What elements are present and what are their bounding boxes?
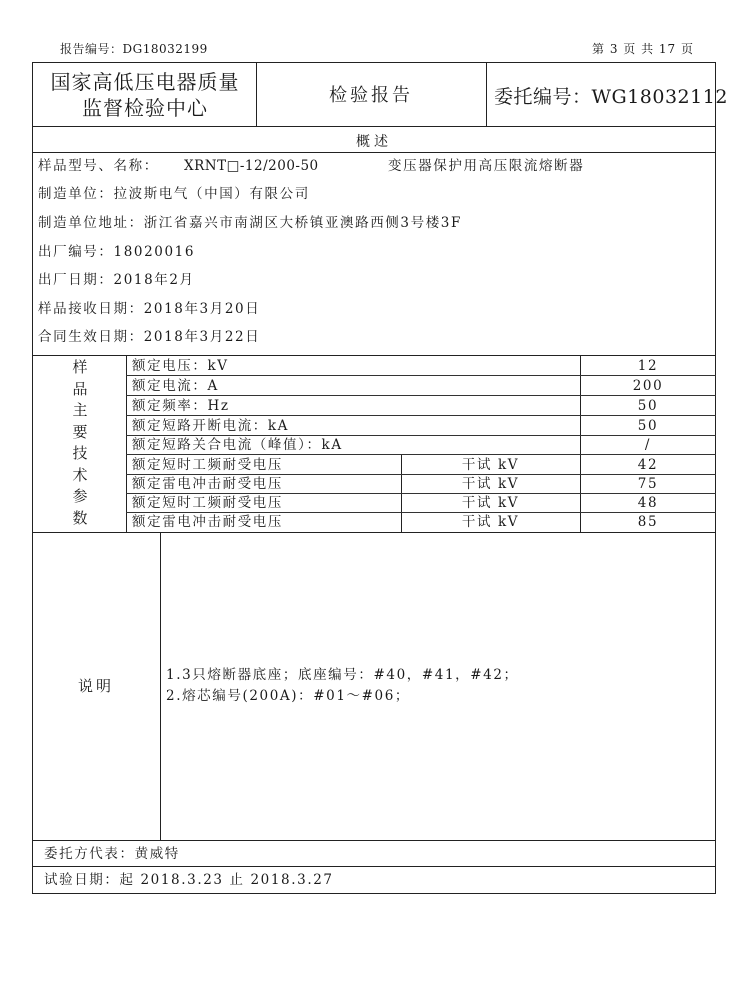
notes-label: 说明 bbox=[77, 677, 114, 695]
param-name: 额定短路开断电流：kA bbox=[132, 418, 290, 434]
param-value: 50 bbox=[637, 398, 659, 414]
test-date: 试验日期：起 2018.3.23 止 2018.3.27 bbox=[44, 872, 334, 888]
page-info: 第 3 页 共 17 页 bbox=[592, 42, 694, 56]
param-name: 额定电流：A bbox=[132, 378, 219, 394]
param-value: 75 bbox=[637, 476, 659, 492]
param-value: 200 bbox=[632, 378, 664, 394]
param-name: 额定短路关合电流（峰值）：kA bbox=[132, 437, 343, 453]
client-representative: 委托方代表：黄威特 bbox=[44, 846, 180, 862]
footer-divider-line bbox=[32, 866, 716, 867]
param-condition: 干试 kV bbox=[461, 514, 520, 530]
params-side-label: 样 品 主 要 技 术 参 数 bbox=[72, 358, 88, 527]
received-date: 样品接收日期：2018年3月20日 bbox=[38, 301, 261, 317]
param-value: 48 bbox=[637, 495, 659, 511]
notes-bottom-line bbox=[32, 840, 716, 841]
param-value: 85 bbox=[637, 514, 659, 530]
org-name-line2: 监督检验中心 bbox=[82, 96, 208, 120]
param-condition: 干试 kV bbox=[461, 457, 520, 473]
params-top-line bbox=[32, 355, 716, 356]
title-divider-1 bbox=[256, 62, 257, 126]
report-number: 报告编号：DG18032199 bbox=[60, 42, 208, 56]
params-side-divider bbox=[126, 355, 127, 532]
serial-number: 出厂编号：18020016 bbox=[38, 244, 196, 260]
param-name: 额定雷电冲击耐受电压 bbox=[132, 476, 283, 492]
param-name: 额定短时工频耐受电压 bbox=[132, 457, 283, 473]
title-divider-2 bbox=[486, 62, 487, 126]
title-bottom-line bbox=[32, 126, 716, 127]
param-name: 额定雷电冲击耐受电压 bbox=[132, 514, 283, 530]
params-row-line-7 bbox=[126, 493, 716, 494]
param-condition: 干试 kV bbox=[461, 476, 520, 492]
commission-number: 委托编号：WG18032112 bbox=[494, 86, 728, 108]
param-value: 42 bbox=[637, 457, 659, 473]
params-row-line-1 bbox=[126, 375, 716, 376]
notes-divider bbox=[160, 532, 161, 840]
param-name: 额定频率：Hz bbox=[132, 398, 230, 414]
params-row-line-6 bbox=[126, 474, 716, 475]
section-title: 概述 bbox=[356, 134, 392, 150]
section-title-line bbox=[32, 152, 716, 153]
param-condition: 干试 kV bbox=[461, 495, 520, 511]
manufacturer: 制造单位：拉波斯电气（中国）有限公司 bbox=[38, 186, 310, 202]
params-row-line-5 bbox=[126, 454, 716, 455]
param-value: 12 bbox=[637, 358, 659, 374]
params-row-line-2 bbox=[126, 395, 716, 396]
notes-line-1: 1.3只熔断器底座；底座编号：#40，#41，#42； bbox=[166, 667, 519, 683]
param-name: 额定短时工频耐受电压 bbox=[132, 495, 283, 511]
org-name-line1: 国家高低压电器质量 bbox=[50, 70, 240, 94]
params-bottom-line bbox=[32, 532, 716, 533]
manufacturer-address: 制造单位地址：浙江省嘉兴市南湖区大桥镇亚澳路西侧3号楼3F bbox=[38, 215, 462, 231]
params-row-line-8 bbox=[126, 512, 716, 513]
report-title: 检验报告 bbox=[329, 85, 413, 106]
production-date: 出厂日期：2018年2月 bbox=[38, 272, 195, 288]
contract-date: 合同生效日期：2018年3月22日 bbox=[38, 329, 261, 345]
notes-line-2: 2.熔芯编号(200A)：#01～#06； bbox=[166, 688, 411, 704]
param-name: 额定电压：kV bbox=[132, 358, 229, 374]
params-row-line-3 bbox=[126, 415, 716, 416]
params-row-line-4 bbox=[126, 435, 716, 436]
model-label: 样品型号、名称： bbox=[38, 158, 159, 174]
param-value: / bbox=[644, 437, 652, 453]
param-value: 50 bbox=[637, 418, 659, 434]
model-value: XRNT□-12/200-50 bbox=[184, 158, 319, 174]
model-name: 变压器保护用高压限流熔断器 bbox=[388, 158, 585, 174]
